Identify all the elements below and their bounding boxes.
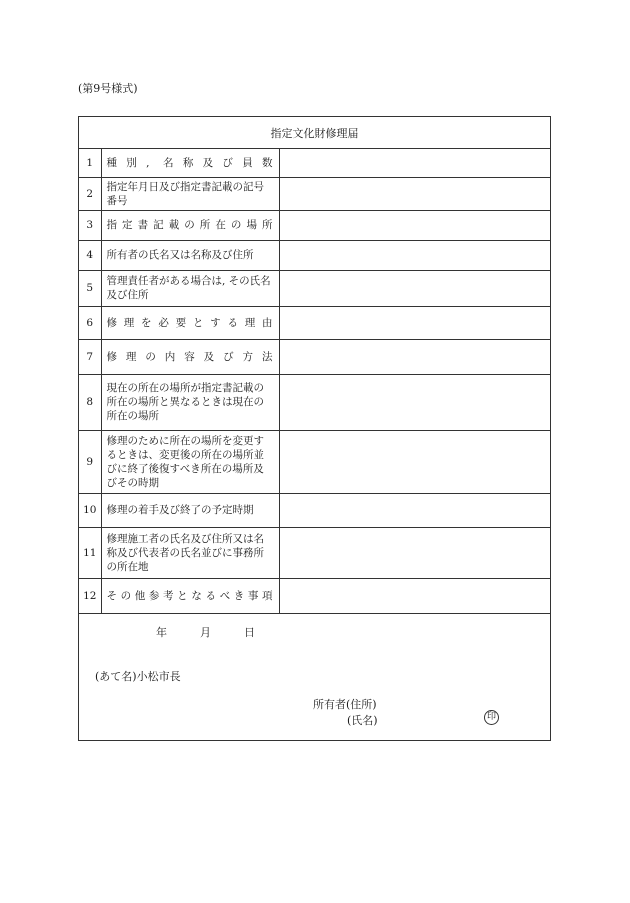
item-number: 1: [79, 149, 101, 177]
item-number: 8: [79, 374, 101, 430]
item-value-field[interactable]: [279, 210, 550, 240]
item-label: 指定年月日及び指定書記載の記号番号: [101, 177, 279, 210]
date-month: 月: [200, 625, 211, 639]
item-label: 種別, 名称及び員数: [101, 149, 279, 177]
item-number: 9: [79, 430, 101, 493]
item-label: 修理の着手及び終了の予定時期: [101, 493, 279, 527]
item-row: [79, 339, 550, 374]
item-value-field[interactable]: [279, 527, 550, 578]
item-label: 修理のために所在の場所を変更するときは、変更後の所在の場所並びに終了後復すべき所在の場所及びその時期: [101, 430, 279, 493]
item-number: 11: [79, 527, 101, 578]
item-label: 管理責任者がある場合は, その氏名及び住所: [101, 270, 279, 306]
date-day: 日: [244, 625, 255, 639]
item-number: 3: [79, 210, 101, 240]
item-number: 7: [79, 339, 101, 374]
item-number: 10: [79, 493, 101, 527]
item-value-field[interactable]: [279, 306, 550, 339]
item-row: [79, 374, 550, 430]
item-label: その他参考となるべき事項: [101, 578, 279, 613]
item-row: [79, 270, 550, 306]
item-value-field[interactable]: [279, 374, 550, 430]
item-number: 6: [79, 306, 101, 339]
item-label: 修理施工者の氏名及び住所又は名称及び代表者の氏名並びに事務所の所在地: [101, 527, 279, 578]
item-label: 修理を必要とする理由: [101, 306, 279, 339]
item-value-field[interactable]: [279, 240, 550, 270]
item-row: [79, 210, 550, 240]
item-value-field[interactable]: [279, 493, 550, 527]
item-label: 指定書記載の所在の場所: [101, 210, 279, 240]
item-row: [79, 306, 550, 339]
item-label: 所有者の氏名又は名称及び住所: [101, 240, 279, 270]
item-value-field[interactable]: [279, 339, 550, 374]
item-row: [79, 177, 550, 210]
date-line: [156, 624, 255, 640]
addressee: (あて名)小松市長: [95, 669, 181, 683]
items-table: [79, 149, 550, 614]
form-box: [78, 116, 551, 741]
item-label: 現在の所在の場所が指定書記載の所在の場所と異なるときは現在の所在の場所: [101, 374, 279, 430]
item-row: [79, 430, 550, 493]
seal-mark: 印: [484, 710, 499, 725]
form-number-label: (第9号様式): [78, 82, 138, 95]
date-year: 年: [156, 625, 167, 639]
form-title: 指定文化財修理届: [79, 117, 550, 149]
item-number: 5: [79, 270, 101, 306]
form-footer: [79, 614, 550, 739]
item-value-field[interactable]: [279, 177, 550, 210]
item-label: 修理の内容及び方法: [101, 339, 279, 374]
owner-address-label: 所有者(住所): [313, 697, 377, 711]
owner-name-label: (氏名): [347, 713, 378, 727]
item-number: 2: [79, 177, 101, 210]
item-value-field[interactable]: [279, 270, 550, 306]
item-number: 12: [79, 578, 101, 613]
item-row: [79, 527, 550, 578]
item-value-field[interactable]: [279, 149, 550, 177]
item-row: [79, 578, 550, 613]
item-value-field[interactable]: [279, 430, 550, 493]
item-row: [79, 240, 550, 270]
item-row: [79, 149, 550, 177]
item-number: 4: [79, 240, 101, 270]
item-value-field[interactable]: [279, 578, 550, 613]
item-row: [79, 493, 550, 527]
